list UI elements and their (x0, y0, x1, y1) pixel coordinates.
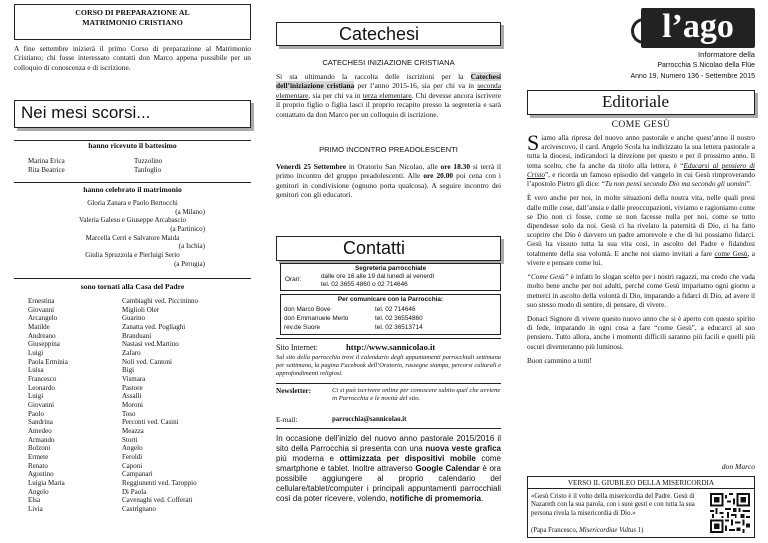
list-item: Vismara (122, 375, 146, 384)
list-item: Gloria Zanara e Paolo Bertocchi (87, 199, 178, 207)
list-item: Nastasi ved.Martino (122, 340, 179, 349)
list-item: Leonardo (28, 383, 55, 392)
list-item-place: (a Ischia) (178, 242, 205, 251)
list-item: Luisa (28, 366, 44, 375)
contact-name: rev.de Suore (284, 324, 321, 331)
list-item: Feroldi (122, 453, 143, 462)
list-item: Guarino (122, 314, 145, 323)
orari-label: Orari: (285, 276, 301, 283)
list-item: Meazza (122, 427, 144, 436)
list-item: Zafaro (122, 349, 141, 358)
matrimonio-header: hanno celebrato il matrimonio (83, 185, 182, 194)
list-item: Angelo (28, 487, 49, 496)
casa-names-left (28, 297, 68, 514)
list-item: Paola Erminia (28, 357, 68, 366)
site-description: Sul sito della parrocchia trovi il calendario degli appuntamenti parrocchiali settimana per settimana, la pagina Facebook dell’Oratorio, rassegne stampa, percorsi culturali e approfondimenti religiosi. (276, 354, 501, 377)
list-item: Valeria Galesu e Giuseppe Arcabascio (79, 216, 186, 225)
masthead-info-3: Anno 19, Numero 136 - Settembre 2015 (630, 73, 755, 80)
list-item: Zanatta ved. Pogliaghi (122, 323, 186, 332)
site-link[interactable]: http://www.sannicolao.it (346, 342, 436, 352)
list-item: Noli ved. Cantoni (122, 357, 172, 366)
list-item: Moroni (122, 401, 143, 410)
list-item: Branduani (122, 331, 152, 340)
drop-cap: S (527, 130, 540, 155)
middle-column (276, 0, 501, 543)
signature: don Marco (721, 462, 755, 471)
mesi-title-box (14, 100, 251, 128)
casa-header: sono tornati alla Casa del Padre (80, 282, 185, 291)
list-item: Andreano (28, 331, 56, 340)
giubileo-box (527, 476, 755, 538)
email-link[interactable]: parrocchia@sannicolao.it (332, 416, 407, 423)
contatti-title: Contatti (343, 238, 406, 258)
paragraph: Buon cammino a tutti! (527, 356, 592, 365)
list-item: Miglioli Oler (122, 305, 160, 314)
list-item: Cavenaghi ved. Cofferati (122, 496, 193, 505)
list-item: Giovanni (28, 305, 55, 314)
site-row (276, 338, 501, 352)
comunicare-box (280, 294, 501, 335)
list-item: Tanfoglio (134, 165, 162, 174)
comunicare-title: Per comunicare con la Parrocchia: (337, 296, 444, 303)
list-item: Giovanni (28, 401, 55, 410)
corso-title-box (14, 4, 251, 40)
list-item: Giuseppina (28, 340, 60, 349)
list-item: Di Paola (122, 487, 147, 496)
editoriale-title-box (527, 90, 755, 115)
list-item: Luigi (28, 392, 44, 401)
list-item: Toso (122, 409, 136, 418)
list-item: Pastore (122, 383, 143, 392)
matrimonio-list (14, 199, 251, 268)
list-item: Bolzoni (28, 444, 51, 453)
list-item: Arcangelo (28, 314, 58, 323)
mesi-title: Nei mesi scorsi... (21, 103, 151, 122)
battesimo-names-left (28, 157, 65, 174)
list-item: Storti (122, 435, 138, 444)
left-column (14, 0, 251, 543)
list-item: Cambiaghi ved. Piccininno (122, 297, 199, 305)
list-item-place: (a Milano) (175, 207, 205, 216)
list-item: Ermete (28, 453, 49, 462)
corso-text: A fine settembre inizierà il primo Corso di preparazione al Matrimonio Cristiano; chi fosse interessato contatti don Marco appena possibile per un colloquio di conoscenza e di iscrizione. (14, 44, 251, 72)
battesimo-header: hanno ricevuto il battesimo (88, 141, 177, 150)
list-item: Luigi (28, 349, 44, 358)
occasione-text: In occasione dell’inizio del nuovo anno pastorale 2015/2016 il sito della Parrocchia si presenta con una nuova veste grafica più moderna e ottimizzata per dispositivi mobile come smartphone e tablet. Inoltre attraverso Google Calendar è ora possibile aggiungere al proprio calendario del cellulare/tablet/computer i principali appuntamenti parrocchiali così da poter ricevere, volendo, notifiche di promemoria. (276, 434, 501, 504)
right-column (527, 0, 755, 543)
divider (14, 278, 251, 279)
list-item: Sandrina (28, 418, 53, 427)
contact-tel: tel. 02 714646 (375, 306, 416, 313)
list-item: Armando (28, 435, 55, 444)
list-item: Paolo (28, 409, 44, 418)
list-item-place: (a Perugia) (174, 259, 205, 268)
list-item-place: (a Partinico) (170, 225, 205, 234)
list-item: Rita Beatrice (28, 165, 65, 174)
giubileo-title: VERSO IL GIUBILEO DELLA MISERICORDIA (528, 477, 754, 489)
catechesi-subtitle: CATECHESI INIZIAZIONE CRISTIANA (322, 58, 455, 67)
corso-title-2: MATRIMONIO CRISTIANO (82, 17, 183, 27)
newsletter-text: Ci si può iscrivere online per conoscere subito quel che avviene in Parrocchia e le novità del sito. (332, 387, 501, 403)
list-item: Agostino (28, 470, 54, 479)
contact-name: don Marco Bove (284, 306, 331, 313)
list-item: Francesco (28, 375, 57, 384)
list-item: Ernestina (28, 297, 55, 305)
giubileo-citation: (Papa Francesco, Misericordiae Vultus 1) (531, 527, 644, 534)
incontro-title: PRIMO INCONTRO PREADOLESCENTI (319, 145, 458, 154)
masthead-logo: l’ago (641, 8, 755, 48)
corso-title-1: CORSO DI PREPARAZIONE AL (75, 8, 190, 17)
contatti-title-box (276, 236, 501, 261)
list-item: Luigia Maria (28, 479, 65, 488)
list-item: Elsa (28, 496, 41, 505)
masthead-info-2: Parrocchia S.Nicolao della Flüe (657, 62, 755, 69)
orari-text: dalle ore 16 alle 19 dal lunedì al venerdì tel. 02 3655 4860 o 02 714646 (321, 273, 435, 288)
site-label: Sito Internet: (276, 343, 318, 352)
incontro-text: Venerdì 25 Settembre in Oratorio San Nicolao, alle ore 18.30 si terrà il primo incontro del gruppo preadolescenti. Alle ore 20.00 poi cena con i genitori in condivisione (ognuno porta qualcosa). A seguire incontro dei genitori con gli educatori. (276, 162, 502, 200)
catechesi-text: Si sta ultimando la raccolta delle iscrizioni per la Catechesi dell’iniziazione cristiana per l’anno 2015-16, sia per chi va in seconda elementare, sia per chi va in terza elementare. Chi devesse ancora iscrivere il proprio figlio o figlia lasci il proprio recapito presso la segreteria e sarà contattato da don Marco per un colloquio di iscrizione. (276, 72, 502, 119)
list-item: Campanari (122, 470, 153, 479)
paragraph: Siamo alla ripresa del nuovo anno pastorale e anche quest’anno il nostro arcivescovo, il card. Angelo Scola ha indirizzato la sua lettera pastorale a tutta la diocesi, indicandoci la direzione per questo e per il prossimo anno. Il tema scelto, che fa anche da titolo alla lettera, è “Educarsi al pensiero di Cristo”, e ricorda un famoso episodio del vangelo in cui Gesù rimproverando l’apostolo Pietro gli dice: “Tu non pensi secondo Dio ma secondo gli uomini”. (527, 130, 755, 189)
editoriale-text (527, 130, 755, 371)
segreteria-title: Segreteria parrocchiale (354, 265, 427, 272)
list-item: Livia (28, 505, 43, 514)
list-item: Reggiunenti ved. Taroppio (122, 479, 197, 488)
list-item: Angelo (122, 444, 143, 453)
contact-name: don Emmanuele Merlo (284, 315, 349, 322)
list-item: Tuzzolino (134, 157, 163, 165)
list-item: Amedeo (28, 427, 52, 436)
segreteria-box (280, 263, 501, 291)
list-item: Renato (28, 461, 48, 470)
newsletter-row (276, 383, 501, 403)
list-item: Assalli (122, 392, 142, 401)
battesimo-names-right (134, 157, 162, 174)
paragraph: Donaci Signore di vivere questo nuovo anno che si è aperto con questo spirito di fede, imparando in ogni cosa a fare “come Gesù”, a educarci al suo pensiero. Tutto allora, anche i momenti difficili saranno più facili e quelli più oscuri diventeranno più luminosi. (527, 314, 755, 351)
editoriale-subtitle: COME GESÙ (611, 119, 671, 130)
masthead-info-1: Informatore della (698, 50, 755, 59)
newsletter-label: Newsletter: (276, 387, 312, 395)
contact-tel: tel. 02 36554860 (375, 315, 423, 322)
list-item: Marina Erica (28, 157, 65, 165)
editoriale-title: Editoriale (602, 92, 670, 111)
paragraph: “Come Gesù” è infatti lo slogan scelto per i nostri ragazzi, ma credo che vada molto bene anche per noi adulti, perché come Gesù impariamo ogni giorno a metterci in ascolto della volontà di Dio, imparando a fidarci di Dio, ad avere il suo stesso modo di sentire, di pensare, di vivere. (527, 273, 755, 309)
catechesi-title: Catechesi (339, 24, 420, 44)
email-label: E-mail: (276, 416, 298, 424)
catechesi-title-box (276, 22, 501, 46)
list-item: Giulia Spruzzola e Pierluigi Serio (85, 251, 180, 260)
list-item: Marcella Cerri e Salvatore Maida (85, 233, 180, 242)
list-item: Caponi (122, 461, 143, 470)
list-item: Perconti ved. Casini (122, 418, 179, 427)
divider (14, 182, 251, 183)
paragraph: È vero anche per noi, in molte situazioni della nostra vita, nelle quali presi dalle mille cose, dall’ansia e dalle preoccupazioni, viviamo e ragioniamo come se Dio non ci fosse, come se non facesse nulla per noi, come se tutto dipendesse solo da noi. Gesù ci ha rivelato la paternità di Dio, ci ha fatto scoprire che Dio è davvero un padre amorevole e che di lui possiamo fidarci. Gesù ha vissuto tutta la sua vita così, in ascolto del Padre e fidandosi totalmente della sua volontà. E anche noi siamo invitati a fare come Gesù, a vivere e pensare come lui. (527, 194, 755, 267)
casa-names-right (122, 297, 198, 514)
qr-code-icon[interactable] (710, 493, 750, 533)
list-item: Bigi (122, 366, 135, 375)
contact-tel: tel. 02 36513714 (375, 324, 423, 331)
divider (276, 428, 501, 429)
list-item: Castrignano (122, 505, 156, 514)
giubileo-quote: «Gesù Cristo è il volto della misericordia del Padre. Gesù di Nazareth con la sua parola, con i suoi gesti e con tutta la sua persona rivela la misericordia di Dio.» (531, 493, 695, 517)
list-item: Matilde (28, 323, 50, 332)
